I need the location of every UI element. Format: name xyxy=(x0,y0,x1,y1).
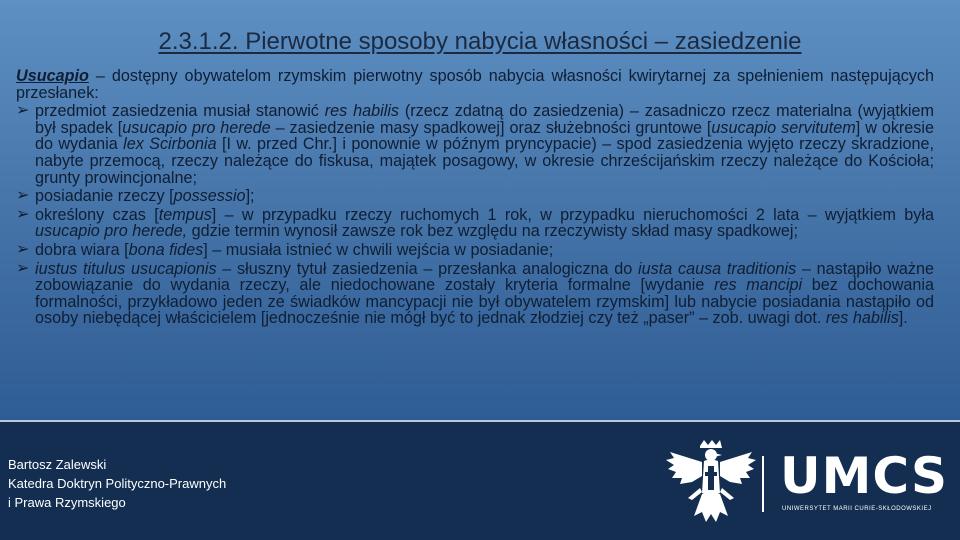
bullet-list xyxy=(16,103,934,327)
logo-divider xyxy=(762,456,764,512)
intro-paragraph xyxy=(16,68,934,101)
bullet-text: (rzecz zdatną do zasiedzenia) – zasadniczo rzecz materialna (wyjątkiem był spadek [ xyxy=(35,102,934,137)
arrow-bullet-icon: ➢ xyxy=(16,240,30,258)
bullet-text: ] – musiała istnieć w chwili wejścia w posiadanie; xyxy=(203,240,554,259)
bullet-item xyxy=(16,242,934,259)
author-name: Bartosz Zalewski xyxy=(8,457,107,472)
author-department: Katedra Doktryn Polityczno-Prawnych xyxy=(8,476,227,491)
bullet-text: dobra wiara [ xyxy=(35,240,129,259)
latin-term: lex Scirbonia xyxy=(123,135,217,154)
arrow-bullet-icon: ➢ xyxy=(16,205,30,223)
bullet-text: – zasiedzenie masy spadkowej] oraz służebności gruntowe [ xyxy=(270,118,712,137)
bullet-item xyxy=(16,188,934,205)
latin-term: res habilis xyxy=(324,102,400,121)
latin-term: usucapio servitutem xyxy=(711,118,856,137)
bullet-text: bez dochowania formalności, przykładowo jeden ze świadków mancypacji nie był obywatelem rzymskim] lub nabycie posiadania nastąpiło od osoby niebędącej właścicielem [jednocześnie nie mógł być to jednak złodziej czy też „paser” – zob. uwagi dot. xyxy=(35,276,934,328)
bullet-text: [I w. przed Chr.] i ponownie w późnym pryncypacie) – spod zasiedzenia wyjęto rzeczy skradzione, nabyte przemocą, rzeczy należące do fiskusa, majątek posagowy, w okresie chrześcijańskim rzeczy należące do Kościoła; grunty prowincjonalne; xyxy=(35,135,934,187)
bullet-item xyxy=(16,103,934,186)
arrow-bullet-icon: ➢ xyxy=(16,259,30,277)
latin-term: usucapio pro herede, xyxy=(35,222,188,241)
latin-term: possessio xyxy=(173,187,246,206)
bullet-text: posiadanie rzeczy [ xyxy=(35,187,174,206)
bullet-item xyxy=(16,207,934,240)
arrow-bullet-icon: ➢ xyxy=(16,187,30,205)
slide-content xyxy=(16,68,934,329)
bullet-text: określony czas [ xyxy=(35,205,159,224)
author-block xyxy=(8,455,226,512)
bullet-item xyxy=(16,261,934,327)
latin-term: iustus titulus usucapionis xyxy=(35,259,217,278)
bullet-text: przedmiot zasiedzenia musiał stanowić xyxy=(35,102,325,121)
bullet-text: gdzie termin wynosił zawsze rok bez względu na rzeczywisty skład masy spadkowej; xyxy=(187,222,798,241)
bullet-text: – słuszny tytuł zasiedzenia – przesłanka analogiczna do xyxy=(216,259,639,278)
latin-term: res mancipi xyxy=(714,276,803,295)
bullet-text: ]. xyxy=(898,309,908,328)
latin-term: res habilis xyxy=(825,309,899,328)
footer-divider xyxy=(0,420,960,422)
umcs-logo xyxy=(662,438,948,528)
umcs-eagle-logo-icon xyxy=(662,438,758,528)
bullet-text: ] – w przypadku rzeczy ruchomych 1 rok, w przypadku nieruchomości 2 lata – wyjątkiem była xyxy=(211,205,934,224)
latin-term: iusta causa traditionis xyxy=(638,259,797,278)
logo-subtext: UNIWERSYTET MARII CURIE-SKŁODOWSKIEJ xyxy=(782,506,932,512)
slide-title: 2.3.1.2. Pierwotne sposoby nabycia własności – zasiedzenie xyxy=(158,28,802,55)
bullet-text: – nastąpiło ważne zobowiązanie do wydania rzeczy, ale niedochowane zostały kryteria formalne [wydanie xyxy=(35,259,935,295)
logo-wordmark: UMCS xyxy=(780,447,948,505)
latin-term: tempus xyxy=(158,205,212,224)
author-department-cont: i Prawa Rzymskiego xyxy=(8,495,126,510)
latin-term: usucapio pro herede xyxy=(122,118,271,137)
latin-term: bona fides xyxy=(128,240,204,259)
bullet-text: ]; xyxy=(245,187,255,206)
arrow-bullet-icon: ➢ xyxy=(16,102,30,120)
intro-term: Usucapio xyxy=(16,67,89,85)
intro-text: – dostępny obywatelom rzymskim pierwotny sposób nabycia własności kwirytarnej za spełnieniem następujących przesłanek: xyxy=(16,67,934,102)
bullet-text: ] w okresie do wydania xyxy=(35,118,934,154)
